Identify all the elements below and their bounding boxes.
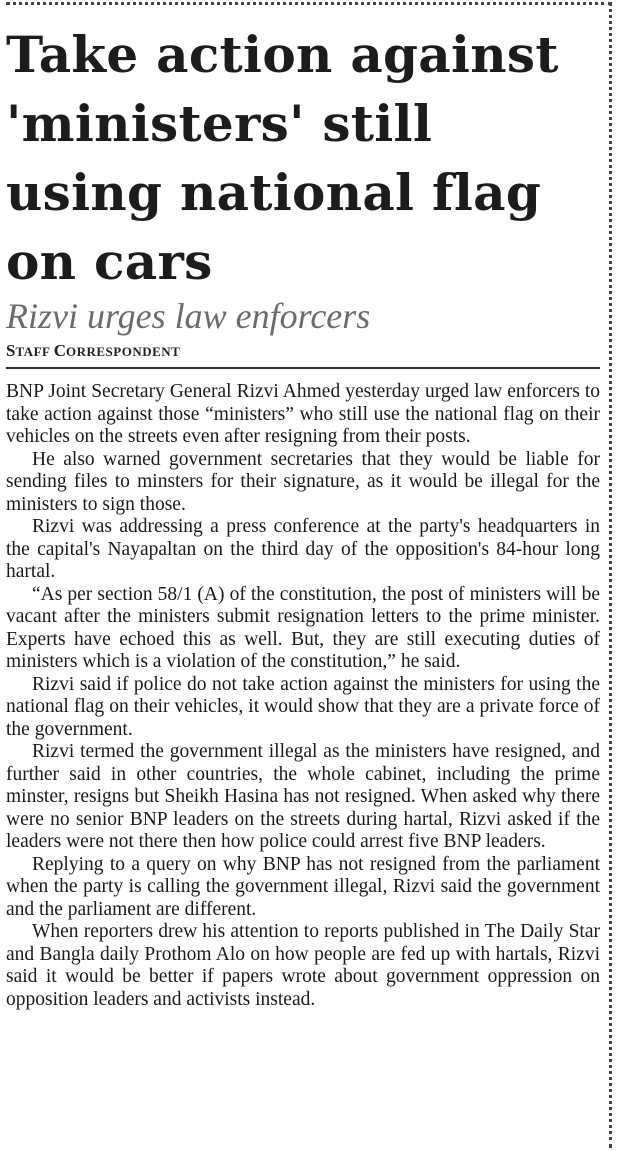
paragraph: Rizvi said if police do not take action against the ministers for using the national flag on their vehicles, it would show that they are a private force of the government.: [6, 673, 600, 740]
paragraph: “As per section 58/1 (A) of the constitution, the post of ministers will be vacant after the ministers submit resignation letters to the prime minister. Experts have echoed this as well. But, they are still executing duties of ministers which is a violation of the constitution,” he said.: [6, 583, 600, 672]
paragraph: Rizvi was addressing a press conference at the party's headquarters in the capital's Nayapaltan on the third day of the opposition's 84-hour long hartal.: [6, 516, 600, 582]
paragraph: BNP Joint Secretary General Rizvi Ahmed yesterday urged law enforcers to take action against those “ministers” who still use the national flag on their vehicles on the streets even after resigning from their posts.: [6, 381, 600, 447]
headline: Take action against 'ministers' still using national flag on cars: [6, 25, 559, 291]
paragraph: When reporters drew his attention to reports published in The Daily Star and Bangla daily Prothom Alo on how people are fed up with hartals, Rizvi said it would be better if papers wrote about government oppression on opposition leaders and activists instead.: [6, 921, 600, 1010]
paragraph: Rizvi termed the government illegal as the ministers have resigned, and further said in other countries, the whole cabinet, including the prime minster, resigns but Sheikh Hasina has not resigned. When asked why there were no senior BNP leaders on the streets during hartal, Rizvi asked if the leaders were not there then how police could arrest five BNP leaders.: [6, 741, 600, 852]
news-article: [6, 20, 600, 1011]
paragraph: He also warned government secretaries that they would be liable for sending files to minsters for their signature, as it would be illegal for the ministers to sign those.: [6, 448, 600, 515]
top-dotted-border: [6, 2, 612, 5]
paragraph: Replying to a query on why BNP has not resigned from the parliament when the party is calling the government illegal, Rizvi said the government and the parliament are different.: [6, 853, 600, 920]
byline: STAFF CORRESPONDENT: [6, 339, 600, 369]
subheadline: Rizvi urges law enforcers: [6, 296, 371, 336]
article-body: [6, 381, 600, 1011]
right-dotted-border: [609, 2, 612, 1148]
